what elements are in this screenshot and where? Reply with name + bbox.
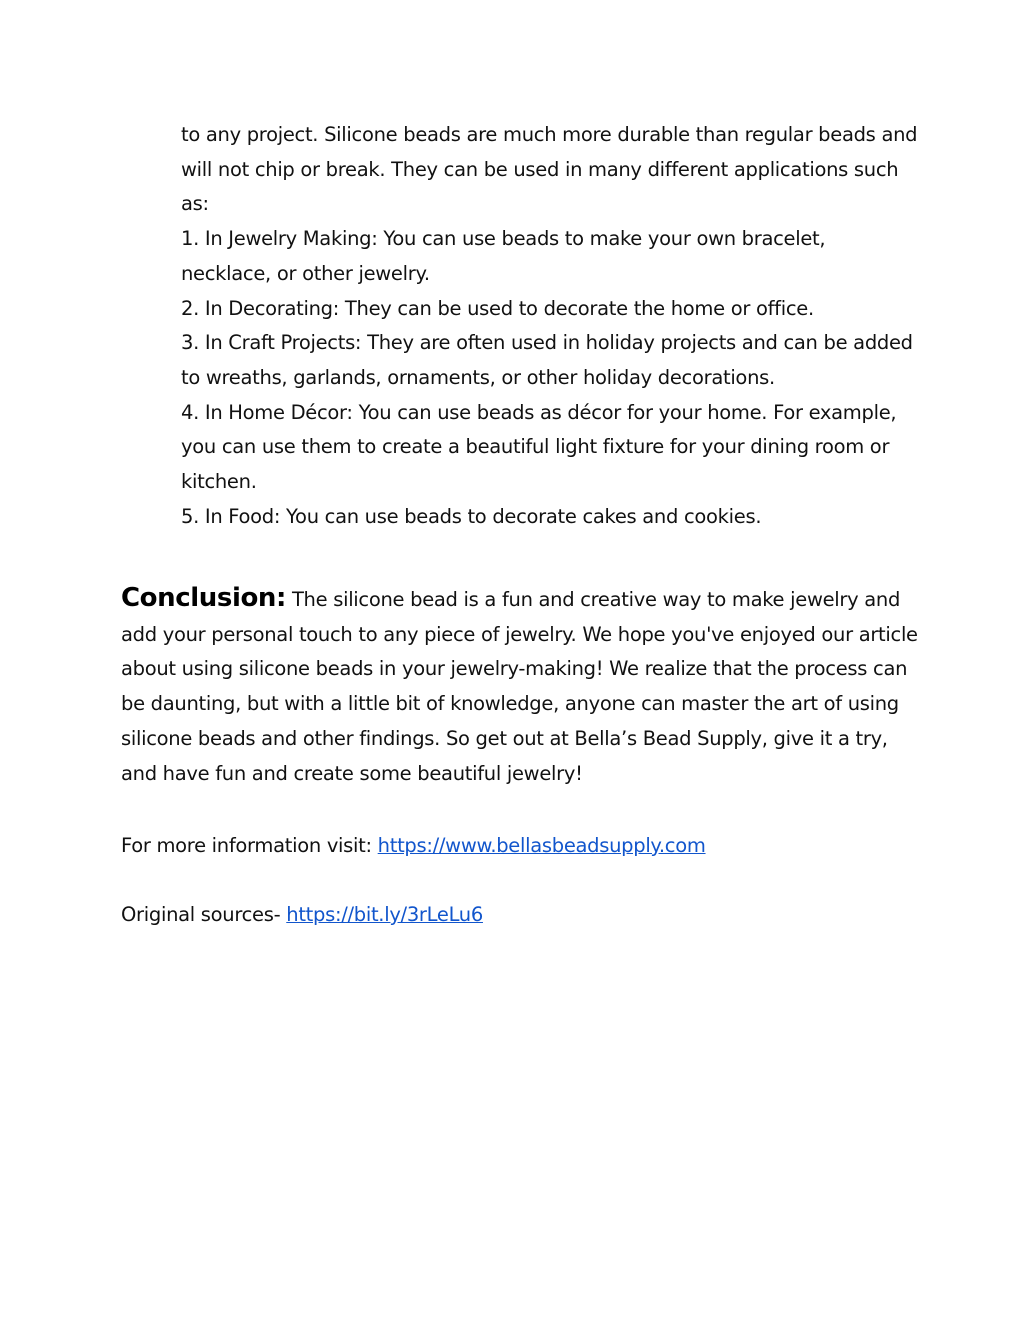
list-item: 2. In Decorating: They can be used to decorate the home or office. bbox=[181, 296, 814, 320]
intro-block bbox=[181, 118, 921, 534]
list-item: 5. In Food: You can use beads to decorate cakes and cookies. bbox=[181, 504, 762, 528]
conclusion-heading: Conclusion: bbox=[121, 583, 287, 613]
website-link[interactable]: https://www.bellasbeadsupply.com bbox=[377, 834, 706, 857]
list-item: 3. In Craft Projects: They are often used in holiday projects and can be added to wreaths, garlands, ornaments, or other holiday decorations. bbox=[181, 331, 913, 389]
more-info-label: For more information visit: bbox=[121, 834, 378, 857]
sources-line bbox=[121, 898, 921, 933]
more-info-line bbox=[121, 829, 921, 864]
conclusion-paragraph bbox=[121, 581, 921, 791]
list-item: 1. In Jewelry Making: You can use beads to make your own bracelet, necklace, or other jewelry. bbox=[181, 227, 826, 285]
source-link[interactable]: https://bit.ly/3rLeLu6 bbox=[286, 903, 483, 926]
conclusion-text: The silicone bead is a fun and creative way to make jewelry and add your personal touch to any piece of jewelry. We hope you've enjoyed our article about using silicone beads in your jewelry-making! We realize that the process can be daunting, but with a little bit of knowledge, anyone can master the art of using silicone beads and other findings. So get out at Bella’s Bead Supply, give it a try, and have fun and create some beautiful jewelry! bbox=[121, 588, 918, 785]
sources-label: Original sources- bbox=[121, 903, 287, 926]
list-item: 4. In Home Décor: You can use beads as décor for your home. For example, you can use them to create a beautiful light fixture for your dining room or kitchen. bbox=[181, 400, 897, 494]
intro-paragraph: to any project. Silicone beads are much more durable than regular beads and will not chip or break. They can be used in many different applications such as: bbox=[181, 123, 918, 216]
